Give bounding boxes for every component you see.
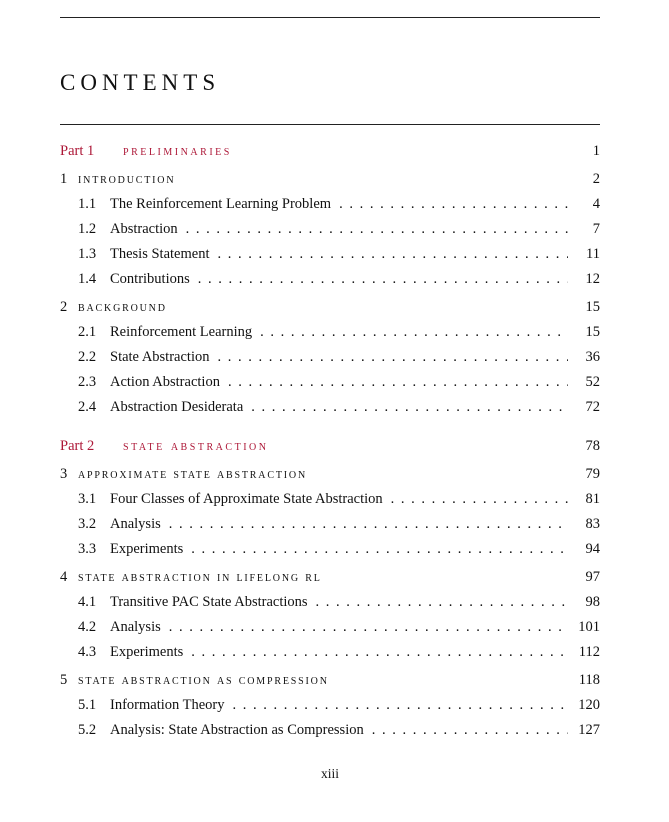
entry-label: introduction: [78, 172, 176, 187]
entry-label: The Reinforcement Learning Problem: [110, 196, 332, 212]
toc-entry-section[interactable]: [60, 395, 600, 420]
toc-entry-section[interactable]: [60, 487, 600, 512]
dot-leader: [315, 462, 568, 487]
footer-page-number: xiii: [320, 766, 339, 781]
entry-page-number: 94: [585, 541, 600, 557]
entry-label: Information Theory: [110, 697, 225, 713]
dot-leader: [191, 640, 568, 665]
dot-leader: [316, 590, 568, 615]
entry-label: Analysis: State Abstraction as Compression: [110, 722, 364, 738]
toc-entry-section[interactable]: [60, 217, 600, 242]
top-rule: [60, 17, 600, 18]
entry-page-number: 120: [578, 697, 600, 713]
toc-entry-chapter[interactable]: [60, 167, 600, 192]
entry-label: Experiments: [110, 541, 184, 557]
toc-entry-section[interactable]: [60, 640, 600, 665]
entry-label: Action Abstraction: [110, 374, 220, 390]
entry-label: Analysis: [110, 619, 161, 635]
page-content: [60, 0, 600, 743]
dot-leader: [191, 537, 568, 562]
entry-page-number: 118: [578, 672, 600, 688]
page-title: CONTENTS: [60, 70, 221, 95]
entry-page-number: 15: [585, 324, 600, 340]
entry-number: 1: [60, 171, 68, 187]
entry-label: Contributions: [110, 271, 190, 287]
dot-leader: [169, 615, 568, 640]
entry-number: 2.4: [78, 399, 97, 415]
entry-number: 1.1: [78, 196, 97, 212]
entry-page-number: 36: [585, 349, 600, 365]
entry-label: Thesis Statement: [110, 246, 210, 262]
entry-number: 5.2: [78, 722, 97, 738]
entry-number: 2: [60, 299, 68, 315]
entry-page-number: 15: [585, 299, 600, 315]
entry-page-number: 72: [585, 399, 600, 415]
entry-page-number: 101: [578, 619, 600, 635]
dot-leader: [330, 565, 568, 590]
toc-entry-section[interactable]: [60, 370, 600, 395]
toc-entry-section[interactable]: [60, 267, 600, 292]
dot-leader: [277, 434, 568, 459]
entry-number: 2.1: [78, 324, 97, 340]
dot-leader: [339, 192, 568, 217]
dot-leader: [260, 320, 568, 345]
entry-page-number: 81: [585, 491, 600, 507]
entry-label: background: [78, 300, 167, 315]
toc-entry-section[interactable]: [60, 512, 600, 537]
dot-leader: [372, 718, 568, 743]
entry-number: 5.1: [78, 697, 97, 713]
entry-page-number: 12: [585, 271, 600, 287]
dot-leader: [217, 345, 568, 370]
entry-number: 4.1: [78, 594, 97, 610]
entry-page-number: 7: [592, 221, 600, 237]
entry-number: 3.3: [78, 541, 97, 557]
toc-entry-section[interactable]: [60, 242, 600, 267]
entry-number: 3: [60, 466, 68, 482]
entry-label: Abstraction Desiderata: [110, 399, 244, 415]
dot-leader: [233, 693, 569, 718]
dot-leader: [228, 370, 568, 395]
entry-number: Part 2: [60, 438, 95, 454]
dot-leader: [217, 242, 568, 267]
entry-label: state abstraction in lifelong rl: [78, 570, 322, 585]
entry-number: 1.2: [78, 221, 97, 237]
toc-entry-section[interactable]: [60, 615, 600, 640]
toc-entry-chapter[interactable]: [60, 565, 600, 590]
entry-label: Four Classes of Approximate State Abstraction: [110, 491, 383, 507]
entry-label: Abstraction: [110, 221, 178, 237]
dot-leader: [183, 167, 568, 192]
dot-leader: [240, 139, 568, 164]
toc-entry-section[interactable]: [60, 320, 600, 345]
entry-number: 5: [60, 672, 68, 688]
toc-entry-chapter[interactable]: [60, 462, 600, 487]
title-rule: [60, 124, 600, 125]
toc-entry-section[interactable]: [60, 693, 600, 718]
entry-page-number: 2: [592, 171, 600, 187]
entry-label: approximate state abstraction: [78, 467, 307, 482]
toc-list: [60, 139, 600, 743]
toc-entry-section[interactable]: [60, 590, 600, 615]
toc-entry-part[interactable]: [60, 434, 600, 459]
dot-leader: [198, 267, 568, 292]
entry-number: 2.3: [78, 374, 97, 390]
entry-page-number: 78: [585, 438, 600, 454]
entry-page-number: 127: [578, 722, 600, 738]
entry-number: 2.2: [78, 349, 97, 365]
dot-leader: [175, 295, 568, 320]
toc-entry-chapter[interactable]: [60, 668, 600, 693]
entry-number: 4.2: [78, 619, 97, 635]
toc-entry-chapter[interactable]: [60, 295, 600, 320]
entry-page-number: 1: [592, 143, 600, 159]
toc-entry-section[interactable]: [60, 718, 600, 743]
dot-leader: [391, 487, 568, 512]
entry-label: state abstraction as compression: [78, 673, 329, 688]
entry-number: 3.2: [78, 516, 97, 532]
entry-number: 3.1: [78, 491, 97, 507]
toc-entry-part[interactable]: [60, 139, 600, 164]
entry-page-number: 97: [585, 569, 600, 585]
entry-label: preliminaries: [123, 144, 232, 159]
entry-label: Reinforcement Learning: [110, 324, 253, 340]
entry-page-number: 4: [592, 196, 600, 212]
entry-label: Analysis: [110, 516, 161, 532]
entry-number: 4: [60, 569, 68, 585]
entry-number: 1.3: [78, 246, 97, 262]
toc-entry-section[interactable]: [60, 345, 600, 370]
entry-page-number: 79: [585, 466, 600, 482]
dot-leader: [186, 217, 568, 242]
entry-label: Transitive PAC State Abstractions: [110, 594, 308, 610]
entry-page-number: 83: [585, 516, 600, 532]
toc-entry-section[interactable]: [60, 192, 600, 217]
entry-page-number: 11: [586, 246, 600, 262]
dot-leader: [169, 512, 568, 537]
entry-page-number: 52: [585, 374, 600, 390]
entry-number: 1.4: [78, 271, 97, 287]
dot-leader: [337, 668, 568, 693]
entry-page-number: 98: [585, 594, 600, 610]
entry-page-number: 112: [578, 644, 600, 660]
entry-label: State Abstraction: [110, 349, 210, 365]
dot-leader: [251, 395, 568, 420]
toc-entry-section[interactable]: [60, 537, 600, 562]
entry-label: state abstraction: [123, 439, 269, 454]
entry-number: 4.3: [78, 644, 97, 660]
entry-label: Experiments: [110, 644, 184, 660]
entry-number: Part 1: [60, 143, 95, 159]
